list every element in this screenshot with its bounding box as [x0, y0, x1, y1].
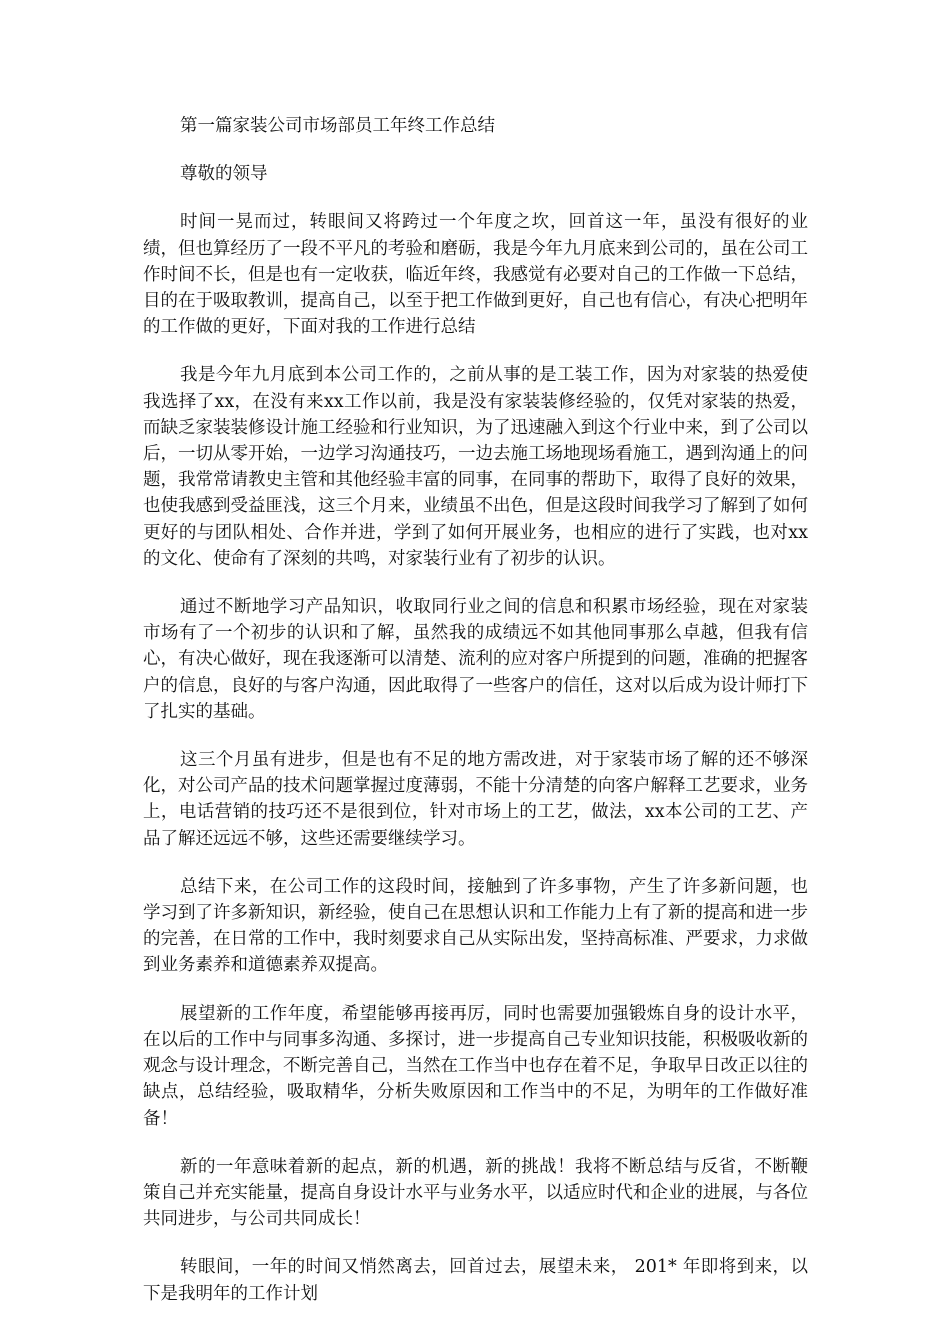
paragraph-intro: 时间一晃而过，转眼间又将跨过一个年度之坎，回首这一年，虽没有很好的业绩，但也算经历了一段不平凡的考验和磨砺，我是今年九月底来到公司的，虽在公司工作时间不长，但是也有一定收获，临近年终，我感觉有必要对自己的工作做一下总结，目的在于吸取教训，提高自己，以至于把工作做到更好，自己也有信心，有决心把明年的工作做的更好，下面对我的工作进行总结 — [143, 212, 808, 338]
paragraph-summary: 总结下来，在公司工作的这段时间，接触到了许多事物，产生了许多新问题，也学习到了许多新知识，新经验，使自己在思想认识和工作能力上有了新的提高和进一步的完善，在日常的工作中，我时刻要求自己从实际出发，坚持高标准、严要求，力求做到业务素养和道德素养双提高。 — [143, 876, 808, 976]
document-body — [143, 113, 808, 1329]
paragraph-new-year: 新的一年意味着新的起点，新的机遇，新的挑战！我将不断总结与反省，不断鞭策自己并充实能量，提高自身设计水平与业务水平，以适应时代和企业的进展，与各位共同进步，与公司共同成长！ — [143, 1156, 808, 1230]
paragraph-background: 我是今年九月底到本公司工作的，之前从事的是工装工作，因为对家装的热爱使我选择了xx，在没有来xx工作以前，我是没有家装装修经验的，仅凭对家装的热爱，而缺乏家装装修设计施工经验和行业知识，为了迅速融入到这个行业中来，到了公司以后，一切从零开始，一边学习沟通技巧，一边去施工场地现场看施工，遇到沟通上的问题，我常常请教史主管和其他经验丰富的同事，在同事的帮助下，取得了良好的效果，也使我感到受益匪浅，这三个月来，业绩虽不出色，但是这段时间我学习了解到了如何更好的与团队相处、合作并进，学到了如何开展业务，也相应的进行了实践，也对xx的文化、使命有了深刻的共鸣，对家装行业有了初步的认识。 — [143, 365, 808, 569]
paragraph-shortcomings: 这三个月虽有进步，但是也有不足的地方需改进，对于家装市场了解的还不够深化，对公司产品的技术问题掌握过度薄弱，不能十分清楚的向客户解释工艺要求，业务上，电话营销的技巧还不是很到位，针对市场上的工艺，做法，xx本公司的工艺、产品了解还远远不够，这些还需要继续学习。 — [143, 750, 808, 849]
paragraph-outlook: 展望新的工作年度，希望能够再接再厉，同时也需要加强锻炼自身的设计水平，在以后的工作中与同事多沟通、多探讨，进一步提高自己专业知识技能，积极吸收新的观念与设计理念，不断完善自己，当然在工作当中也存在着不足，争取早日改正以往的缺点，总结经验，吸取精华，分析失败原因和工作当中的不足，为明年的工作做好准备！ — [143, 1003, 808, 1129]
document-title: 第一篇家装公司市场部员工年终工作总结 — [180, 116, 495, 136]
paragraph-learning: 通过不断地学习产品知识，收取同行业之间的信息和积累市场经验，现在对家装市场有了一个初步的认识和了解，虽然我的成绩远不如其他同事那么卓越，但我有信心，有决心做好，现在我逐渐可以清楚、流利的应对客户所提到的问题，准确的把握客户的信息，良好的与客户沟通，因此取得了一些客户的信任，这对以后成为设计师打下了扎实的基础。 — [143, 597, 808, 722]
paragraph-plan-intro: 转眼间，一年的时间又悄然离去，回首过去，展望未来， 201* 年即将到来，以下是我明年的工作计划 — [143, 1257, 808, 1304]
greeting: 尊敬的领导 — [180, 164, 268, 185]
